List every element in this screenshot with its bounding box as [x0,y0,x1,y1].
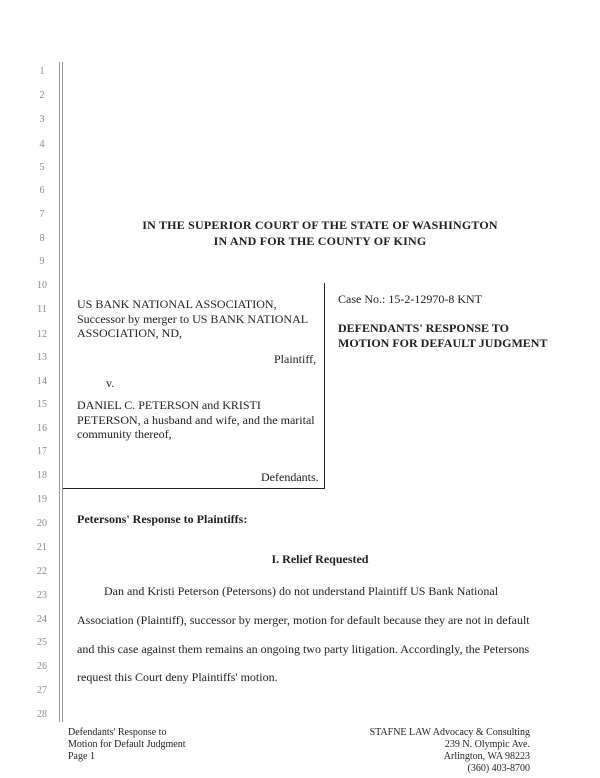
margin-rule [59,62,60,722]
line-number: 13 [37,352,47,363]
defendant-line: DANIEL C. PETERSON and KRISTI [77,398,261,412]
line-number: 18 [37,470,47,481]
footer-left-line: Defendants' Response to [68,727,167,738]
margin-rule [62,62,63,722]
line-number: 28 [37,709,47,720]
response-heading: Petersons' Response to Plaintiffs: [77,512,248,526]
paragraph-line: Association (Plaintiff), successor by merger, motion for default because they are not in default [77,613,530,627]
plaintiff-line: Successor by merger to US BANK NATIONAL [77,311,309,326]
line-number: 1 [39,66,45,77]
footer-left-line: Motion for Default Judgment [68,739,186,750]
line-number: 4 [39,139,45,150]
paragraph-line: request this Court deny Plaintiffs' motion. [77,670,278,684]
footer-firm-info [370,727,530,775]
court-county: IN AND FOR THE COUNTY OF KING [213,234,427,248]
line-number: 9 [39,256,45,267]
line-number: 26 [37,661,47,672]
versus: v. [106,376,115,390]
defendant-line: community thereof, [77,427,172,441]
line-number: 20 [37,518,47,529]
footer-right-line: STAFNE LAW Advocacy & Consulting [369,727,530,738]
caption-bottom-rule [63,488,325,489]
line-number: 6 [39,185,45,196]
line-number: 8 [39,233,45,244]
case-number: Case No.: 15-2-12970-8 KNT [338,292,482,306]
line-number: 25 [37,637,47,648]
plaintiff-line: ASSOCIATION, ND, [77,326,183,340]
plaintiff-line: US BANK NATIONAL ASSOCIATION, [77,297,277,311]
footer-document-info [68,727,185,763]
defendant-name [77,398,315,442]
document-title-line: MOTION FOR DEFAULT JUDGMENT [338,335,548,350]
line-number: 16 [37,423,47,434]
footer-right-line: 239 N. Olympic Ave. [444,739,530,750]
paragraph-line: and this case against them remains an ongoing two party litigation. Accordingly, the Petersons [77,642,530,656]
document-title [338,321,547,350]
defendant-role: Defendants. [261,470,319,484]
line-number: 14 [37,376,47,387]
line-number: 7 [39,209,45,220]
plaintiff-role: Plaintiff, [274,352,317,366]
paragraph-line: Dan and Kristi Peterson (Petersons) do not understand Plaintiff US Bank National [104,584,499,598]
footer-right-line: (360) 403-8700 [467,763,530,774]
line-number: 19 [37,494,47,505]
line-number: 24 [37,614,47,625]
line-number: 22 [37,566,47,577]
line-number: 10 [37,280,47,291]
line-number: 23 [37,590,47,601]
defendant-line: PETERSON, a husband and wife, and the marital [77,412,315,427]
line-number: 27 [37,685,47,696]
court-name: IN THE SUPERIOR COURT OF THE STATE OF WASHINGTON [142,218,498,232]
document-title-line: DEFENDANTS' RESPONSE TO [338,321,509,335]
section-heading: I. Relief Requested [271,552,369,566]
line-number: 11 [37,304,47,315]
line-number: 12 [37,329,47,340]
line-number: 3 [39,114,45,125]
line-number: 5 [39,162,45,173]
line-number: 21 [37,542,47,553]
plaintiff-name [77,297,308,341]
footer-left-line: Page 1 [68,751,95,762]
line-number: 2 [39,90,45,101]
line-number: 17 [37,446,47,457]
line-number: 15 [37,399,47,410]
caption-divider [324,283,325,489]
footer-right-line: Arlington, WA 98223 [443,751,530,762]
